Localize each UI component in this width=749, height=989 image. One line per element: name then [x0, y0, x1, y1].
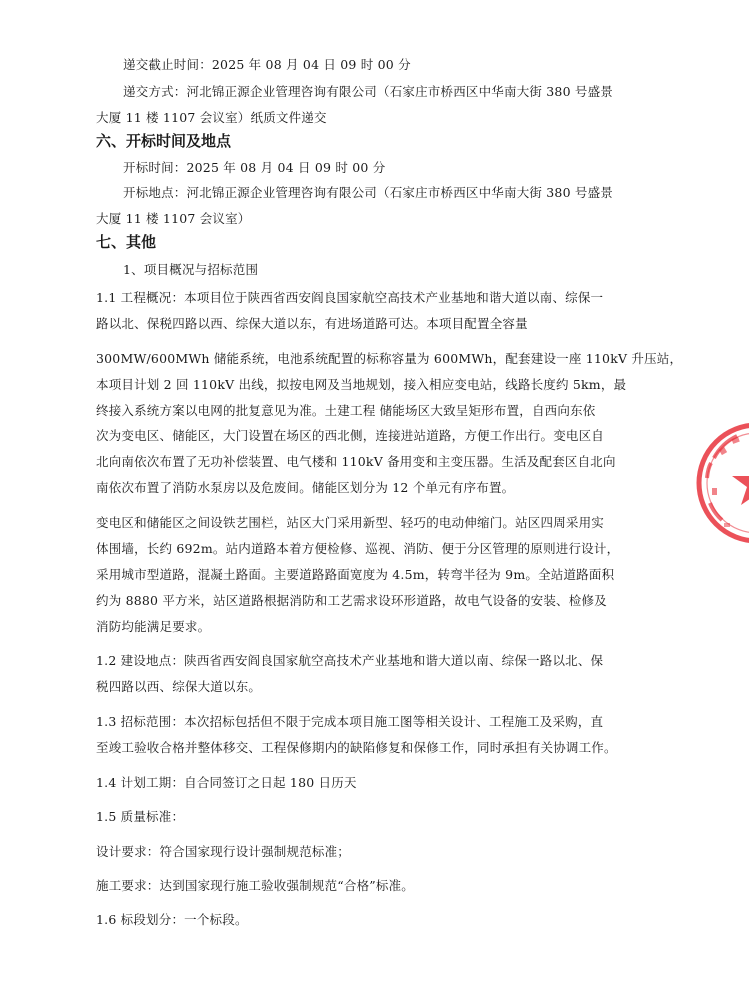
submission-method-line2: 大厦 11 楼 1107 会议室）纸质文件递交 — [96, 110, 327, 125]
paragraph-line: 300MW/600MWh 储能系统，电池系统配置的标称容量为 600MWh，配套建设一座 110kV 升压站， — [96, 351, 683, 366]
opening-place-line1: 开标地点：河北锦正源企业管理咨询有限公司（石家庄市桥西区中华南大街 380 号盛景 — [123, 185, 614, 200]
paragraph-line: 本项目计划 2 回 110kV 出线，拟按电网及当地规划，接入相应变电站，线路长度约 5km，最 — [96, 377, 627, 392]
opening-place-line2: 大厦 11 楼 1107 会议室） — [96, 211, 251, 226]
paragraph-line: 税四路以西、综保大道以东。 — [96, 679, 262, 694]
paragraph-line: 南依次布置了消防水泵房以及危废间。储能区划分为 12 个单元有序布置。 — [96, 480, 515, 495]
paragraph-line: 北向南依次布置了无功补偿装置、电气楼和 110kV 备用变和主变压器。生活及配套区自北向 — [96, 454, 616, 469]
subheading-project-overview: 1、项目概况与招标范围 — [123, 262, 259, 277]
section-heading-7: 七、其他 — [96, 233, 157, 251]
paragraph-line: 约为 8880 平方米，站区道路根据消防和工艺需求设环形道路，故电气设备的安装、检修及 — [96, 593, 607, 608]
construction-requirement-line: 施工要求：达到国家现行施工验收强制规范“合格”标准。 — [96, 878, 414, 893]
opening-time: 开标时间：2025 年 08 月 04 日 09 时 00 分 — [123, 160, 386, 175]
paragraph-line: 消防均能满足要求。 — [96, 619, 211, 634]
paragraph-line: 体围墙，长约 692m。站内道路本着方便检修、巡视、消防、便于分区管理的原则进行设计， — [96, 541, 620, 556]
paragraph-line: 终接入系统方案以电网的批复意见为准。土建工程 储能场区大致呈矩形布置，自西向东依 — [96, 403, 596, 418]
paragraph-line: 1.1 工程概况：本项目位于陕西省西安阎良国家航空高技术产业基地和谐大道以南、综保一 — [96, 290, 604, 305]
submission-deadline: 递交截止时间：2025 年 08 月 04 日 09 时 00 分 — [123, 57, 411, 72]
paragraph-line: 次为变电区、储能区，大门设置在场区的西北侧，连接进站道路，方便工作出行。变电区自 — [96, 428, 605, 443]
quality-standard-line: 1.5 质量标准： — [96, 809, 185, 824]
lot-division-line: 1.6 标段划分：一个标段。 — [96, 912, 248, 927]
paragraph-line: 1.3 招标范围：本次招标包括但不限于完成本项目施工图等相关设计、工程施工及采购，直 — [96, 714, 604, 729]
section-heading-6: 六、开标时间及地点 — [96, 132, 232, 150]
schedule-line: 1.4 计划工期：自合同签订之日起 180 日历天 — [96, 775, 357, 790]
paragraph-line: 1.2 建设地点：陕西省西安阎良国家航空高技术产业基地和谐大道以南、综保一路以北、保 — [96, 653, 604, 668]
design-requirement-line: 设计要求：符合国家现行设计强制规范标准； — [96, 844, 351, 859]
paragraph-line: 至竣工验收合格并整体移交、工程保修期内的缺陷修复和保修工作，同时承担有关协调工作。 — [96, 740, 617, 755]
paragraph-line: 变电区和储能区之间设铁艺围栏，站区大门采用新型、轻巧的电动伸缩门。站区四周采用实 — [96, 515, 605, 530]
paragraph-line: 采用城市型道路，混凝土路面。主要道路路面宽度为 4.5m，转弯半径为 9m。全站道路面积 — [96, 567, 615, 582]
paragraph-line: 路以北、保税四路以西、综保大道以东，有进场道路可达。本项目配置全容量 — [96, 316, 528, 331]
seal-stamp-icon — [692, 418, 749, 548]
submission-method-line1: 递交方式：河北锦正源企业管理咨询有限公司（石家庄市桥西区中华南大街 380 号盛景 — [123, 84, 614, 99]
